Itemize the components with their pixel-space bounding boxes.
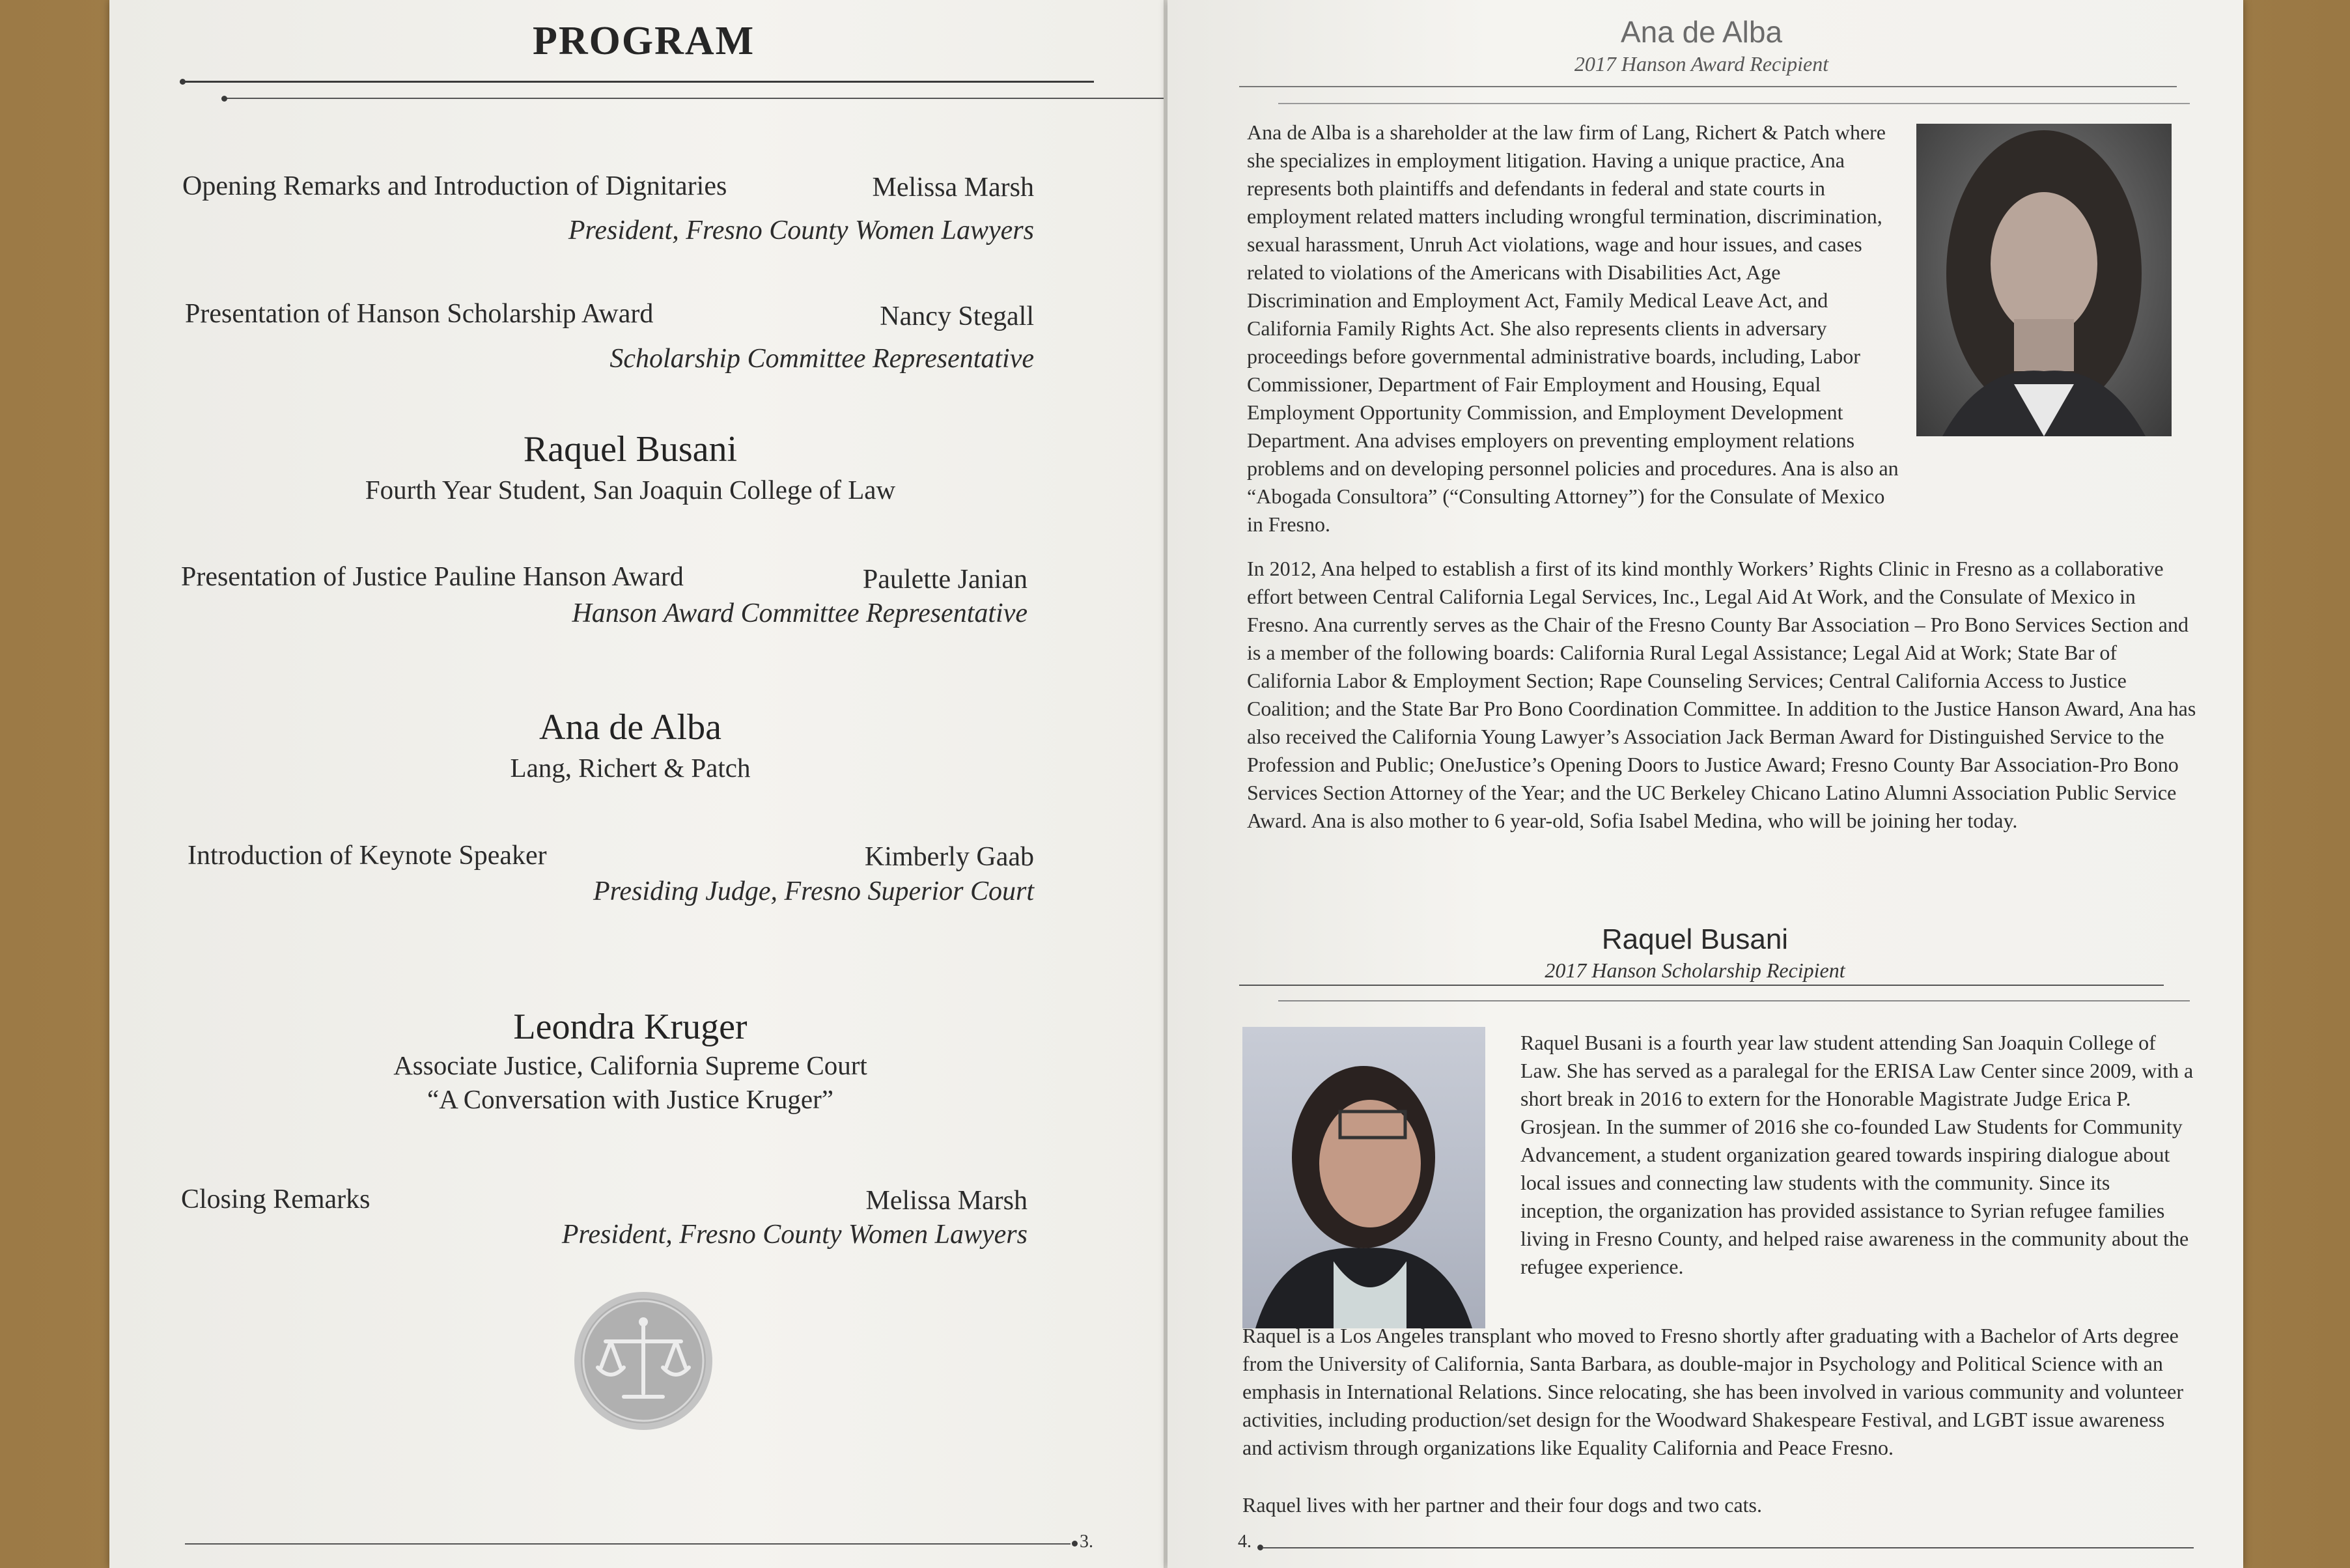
raquel-busani-photo [1242,1027,1485,1328]
raquel-bio-text-3: Raquel lives with her partner and their four dogs and two cats. [1242,1493,1762,1517]
footer-rule [185,1543,1070,1545]
raquel-heading-rule [1239,985,2164,986]
footer-rule [1263,1547,2194,1548]
scales-icon [572,1289,715,1433]
featured-name: Raquel Busani [523,429,738,469]
raquel-bio-paragraph-3 [1242,1491,2200,1519]
program-item-label: Introduction of Keynote Speaker [188,841,547,871]
program-item-presenter: Melissa Marsh [865,1186,1028,1216]
keynote-name: Leondra Kruger [513,1007,748,1047]
ana-heading-rule-secondary [1278,103,2190,104]
program-item-role: Scholarship Committee Representative [609,344,1034,374]
raquel-bio-paragraph-1 [1520,1029,2198,1281]
keynote-session: “A Conversation with Justice Kruger” [427,1084,833,1114]
ana-bio-text-2: In 2012, Ana helped to establish a first of its kind monthly Workers’ Rights Clinic in Fresno as a collaborative effort between Central California Legal Services, Inc., Legal Aid At Work, and the Consulate of Mexico in Fresno. Ana currently serves as the Chair of the Fresno County Bar Association – Pro Bono Services Section and is a member of the following boards: California Rural Legal Assistance; Legal Aid at Work; State Bar of California Labor & Employment Section; Rape Counseling Services; Central California Access to Justice Coalition; and the State Bar Pro Bono Coordination Committee. In addition to the Justice Hanson Award, Ana has also received the California Young Lawyer’s Association Jack Berman Award for Distinguished Service to the Profession and Public; OneJustice’s Opening Doors to Justice Award; Fresno County Bar Association-Pro Bono Services Section Attorney of the Year; and the UC Berkeley Chicano Latino Alumni Association Public Service Award. Ana is also mother to 6 year-old, Sofia Isabel Medina, who will be joining her today. [1247,557,2196,832]
ana-bio-subtitle: 2017 Hanson Award Recipient [1574,52,1829,76]
footer-rule-dot [1072,1541,1078,1547]
program-page [109,0,1166,1568]
program-item-presenter: Paulette Janian [862,565,1028,595]
raquel-bio-heading: Raquel Busani [1601,923,1789,955]
featured-name: Ana de Alba [539,707,721,748]
ana-bio-paragraph-2 [1247,555,2198,835]
featured-subtitle: Lang, Richert & Patch [510,753,751,783]
program-item-presenter: Nancy Stegall [880,301,1034,331]
program-item-label: Presentation of Justice Pauline Hanson Award [181,562,684,592]
program-item-presenter: Melissa Marsh [872,173,1034,203]
program-item-role: Presiding Judge, Fresno Superior Court [593,876,1034,906]
raquel-heading-rule-secondary [1278,1000,2190,1001]
title-rule [182,81,1094,83]
scales-of-justice-seal [572,1289,715,1433]
program-item-label: Opening Remarks and Introduction of Dignitaries [182,171,727,201]
raquel-bio-paragraph-2 [1242,1322,2200,1462]
raquel-bio-subtitle: 2017 Hanson Scholarship Recipient [1545,959,1845,982]
ana-heading-rule [1239,86,2177,87]
page-number: 4. [1238,1532,1252,1552]
ana-bio-text-1: Ana de Alba is a shareholder at the law firm of Lang, Richert & Patch where she specializes in employment litigation. Having a unique practice, Ana represents both plaintiffs and defendants in federal and state courts in employment related matters including wrongful termination, discrimination, sexual harassment, Unruh Act violations, wage and hour issues, and cases related to violations of the Americans with Disabilities Act, Age Discrimination and Employment Act, Family Medical Leave Act, and California Family Rights Act. She also represents clients in adversary proceedings before governmental administrative boards, including, Labor Commissioner, Department of Fair Employment and Housing, Equal Employment Opportunity Commission, and Employment Development Department. Ana advises employers on preventing employment relations problems and on developing personnel policies and procedures. Ana is also an “Abogada Consultora” (“Consulting Attorney”) for the Consulate of Mexico in Fresno. [1247,120,1899,536]
program-item-role: Hanson Award Committee Representative [572,598,1028,628]
raquel-bio-text-1: Raquel Busani is a fourth year law student attending San Joaquin College of Law. She has served as a paralegal for the ERISA Law Center since 2009, with a short break in 2016 to extern for the Honorable Magistrate Judge Erica P. Grosjean. In the summer of 2016 she co-founded Law Students for Community Advancement, a student organization geared towards inspiring dialogue about local issues and connecting law students with the community. Since its inception, the organization has provided assistance to Syrian refugee families living in Fresno County, and helped raise awareness in the community about the refugee experience. [1520,1031,2194,1278]
ana-bio-heading: Ana de Alba [1620,15,1783,49]
title-rule-secondary [224,98,1175,99]
program-item-role: President, Fresno County Women Lawyers [568,216,1034,245]
program-item-label: Closing Remarks [181,1184,371,1214]
ana-bio-paragraph-1 [1247,119,2224,539]
bios-page [1168,0,2243,1568]
page-number: 3. [1080,1532,1093,1552]
program-item-label: Presentation of Hanson Scholarship Award [185,299,654,329]
program-item-presenter: Kimberly Gaab [864,842,1034,872]
keynote-title: Associate Justice, California Supreme Court [393,1050,867,1080]
title-rule-dot-right [221,96,227,102]
featured-subtitle: Fourth Year Student, San Joaquin College of Law [365,475,896,505]
raquel-bio-text-2: Raquel is a Los Angeles transplant who moved to Fresno shortly after graduating with a Bachelor of Arts degree from the University of California, Santa Barbara, as double-major in Psychology and Political Science with an emphasis in International Relations. Since relocating, she has been involved in various community and volunteer activities, including production/set design for the Woodward Shakespeare Festival, and LGBT issue awareness and activism through organizations like Equality California and Peace Fresno. [1242,1324,2183,1459]
page-title: PROGRAM [533,19,755,63]
program-item-role: President, Fresno County Women Lawyers [561,1220,1028,1250]
